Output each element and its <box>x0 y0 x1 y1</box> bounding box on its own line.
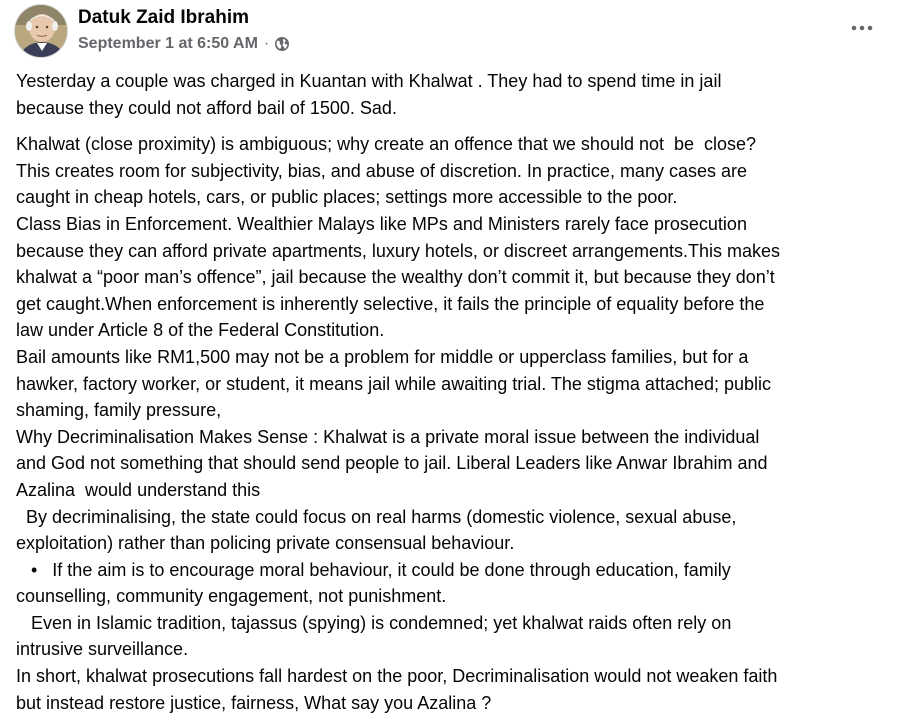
post-text-line: • If the aim is to encourage moral behaviour, it could be done through education, family <box>16 559 731 580</box>
globe-icon[interactable] <box>274 36 290 52</box>
avatar-portrait <box>15 5 68 58</box>
post-text-line: but instead restore justice, fairness, What say you Azalina ? <box>16 692 492 713</box>
meta-separator: · <box>263 35 270 52</box>
post-text-line: intrusive surveillance. <box>16 639 189 660</box>
post-header <box>14 4 884 60</box>
post-text-line: counselling, community engagement, not punishment. <box>16 586 447 607</box>
post-text-line: Azalina would understand this <box>16 479 261 500</box>
post-text-line: hawker, factory worker, or student, it means jail while awaiting trial. The stigma attached; public <box>16 373 772 394</box>
post-text-line: get caught.When enforcement is inherently selective, it fails the principle of equality before the <box>16 293 765 314</box>
post-text-line: Bail amounts like RM1,500 may not be a problem for middle or upperclass families, but for a <box>16 346 749 367</box>
post-text-line: In short, khalwat prosecutions fall hardest on the poor, Decriminalisation would not weaken faith <box>16 666 778 687</box>
post-body <box>16 68 892 716</box>
post-text-line: and God not something that should send people to jail. Liberal Leaders like Anwar Ibrahim and <box>16 453 768 474</box>
more-options-icon[interactable] <box>846 14 878 42</box>
post-text-line: By decriminalising, the state could focus on real harms (domestic violence, sexual abuse, <box>16 506 737 527</box>
post-text-line: khalwat a “poor man’s offence”, jail because the wealthy don’t commit it, but because they don’t <box>16 267 775 288</box>
post-text-line: because they could not afford bail of 1500. Sad. <box>16 97 397 118</box>
post-text-line: Even in Islamic tradition, tajassus (spying) is condemned; yet khalwat raids often rely on <box>16 612 732 633</box>
post-text-line: law under Article 8 of the Federal Constitution. <box>16 320 385 341</box>
post-text-line: Khalwat (close proximity) is ambiguous; why create an offence that we should not be close? <box>16 134 757 155</box>
post-text-line: Class Bias in Enforcement. Wealthier Malays like MPs and Ministers rarely face prosecution <box>16 213 747 234</box>
post-paragraph <box>16 68 892 121</box>
post-text-line: shaming, family pressure, <box>16 400 222 421</box>
post-text-line: exploitation) rather than policing private consensual behaviour. <box>16 533 515 554</box>
post-paragraph <box>16 131 892 716</box>
post-text-line: caught in cheap hotels, cars, or public places; settings more accessible to the poor. <box>16 187 678 208</box>
post-text-line: Why Decriminalisation Makes Sense : Khalwat is a private moral issue between the individual <box>16 426 760 447</box>
author-avatar[interactable] <box>14 4 68 58</box>
author-name[interactable]: Datuk Zaid Ibrahim <box>78 7 250 28</box>
post-text-line: Yesterday a couple was charged in Kuantan with Khalwat . They had to spend time in jail <box>16 71 722 91</box>
post-text-line: because they can afford private apartments, luxury hotels, or discreet arrangements.This makes <box>16 240 781 261</box>
post-meta <box>78 35 290 53</box>
post-text-line: This creates room for subjectivity, bias, and abuse of discretion. In practice, many cases are <box>16 160 747 181</box>
post-timestamp[interactable]: September 1 at 6:50 AM <box>78 35 258 52</box>
